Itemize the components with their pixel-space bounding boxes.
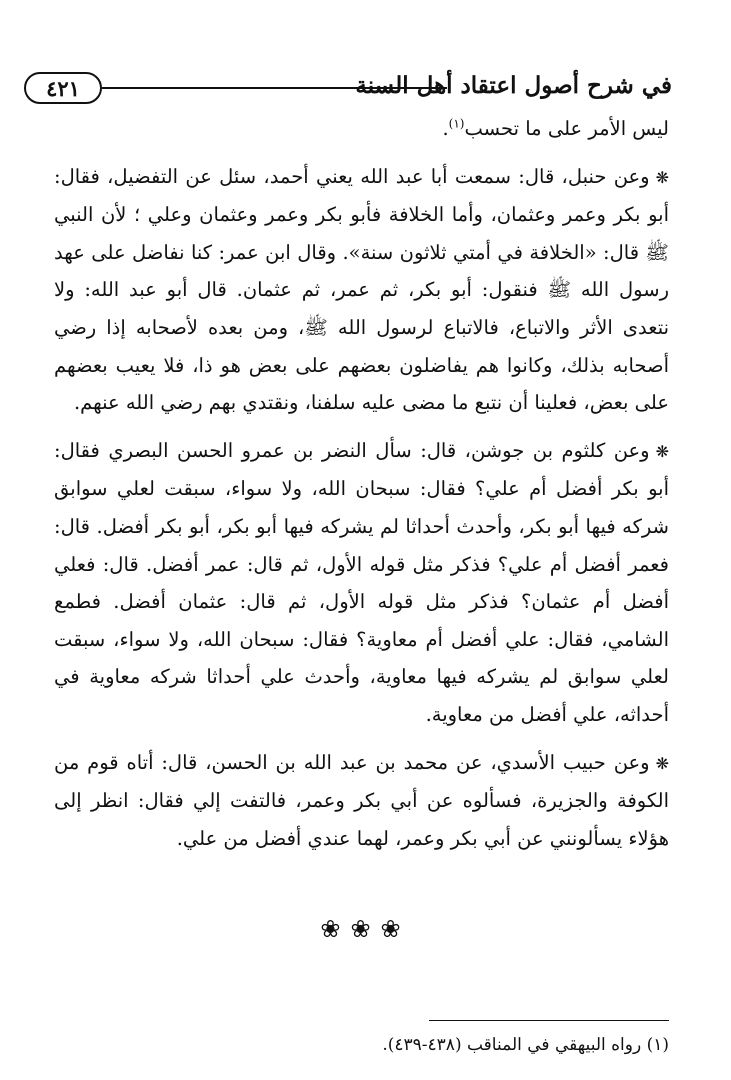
paragraph-hanbal: [54, 158, 669, 422]
footnote: (١) رواه البيهقي في المناقب (٤٣٨-٤٣٩).: [382, 1035, 669, 1055]
paragraph-text: وعن حبيب الأسدي، عن محمد بن عبد الله بن الحسن، قال: أتاه قوم من الكوفة والجزيرة، فسألوه عن أبي بكر وعمر، فالتفت إلي فقال: انظر إلى هؤلاء يسألونني عن أبي بكر وعمر، لهما عندي أفضل من علي.: [54, 750, 669, 850]
book-title: في شرح أصول اعتقاد أهل السنة: [355, 72, 672, 99]
paragraph-kulthum: [54, 432, 669, 734]
page-number: ٤٢١: [24, 72, 102, 104]
paragraph-text: وعن حنبل، قال: سمعت أبا عبد الله يعني أحمد، سئل عن التفضيل، فقال: أبو بكر وعمر وعثمان، وأما الخلافة فأبو بكر وعمر وعثمان وعلي ؛ لأن النبي ﷺ قال: «الخلافة في أمتي ثلاثون سنة». وقال ابن عمر: كنا نفاضل على عهد رسول الله ﷺ فنقول: أبو بكر، ثم عمر، ثم عثمان. قال أبو عبد الله: ولا نتعدى الأثر والاتباع، فالاتباع لرسول الله ﷺ، ومن بعده لأصحابه إذا رضي أصحابه بذلك، وكانوا هم يفاضلون بعضهم على بعض هو ذا، فلا يعيب بعضهم على بعض، فعلينا أن نتبع ما مضى عليه سلفنا، ونقتدي بهم رضي الله عنهم.: [54, 164, 669, 415]
paragraph-text: ليس الأمر على ما تحسب: [464, 117, 669, 140]
flower-ornament-icon: ❀❀❀: [320, 915, 411, 943]
paragraph-text: وعن كلثوم بن جوشن، قال: سأل النضر بن عمرو الحسن البصري فقال: أبو بكر أفضل أم علي؟ فقال: سبحان الله، ولا سواء، سبقت لعلي سوابق شركه فيها أبو بكر، وأحدث أحداثا لم يشركه فيها أبو بكر، أبو بكر أفضل. قال: فعمر أفضل أم علي؟ فذكر مثل قوله الأول، ثم قال: عمر أفضل. قال: فعلي أفضل أم عثمان؟ فذكر مثل قوله الأول، ثم قال: عثمان أفضل. فطمع الشامي، فقال: علي أفضل أم معاوية؟ فقال: سبحان الله، ولا سواء، سبقت لعلي سوابق لم يشركه فيها معاوية، وأحدث علي أحداثا شركه معاوية في أحداثه، علي أفضل من معاوية.: [54, 438, 669, 726]
asterisk-icon: ❋: [655, 753, 669, 773]
paragraph-intro: [54, 110, 669, 148]
paragraph-tail: .: [442, 117, 449, 140]
asterisk-icon: ❋: [655, 167, 669, 187]
main-text: [54, 110, 669, 867]
paragraph-habib: [54, 744, 669, 858]
footnote-marker: (١): [448, 116, 465, 131]
asterisk-icon: ❋: [655, 441, 669, 461]
page-header: [22, 64, 672, 108]
footnote-divider: [429, 1020, 669, 1021]
